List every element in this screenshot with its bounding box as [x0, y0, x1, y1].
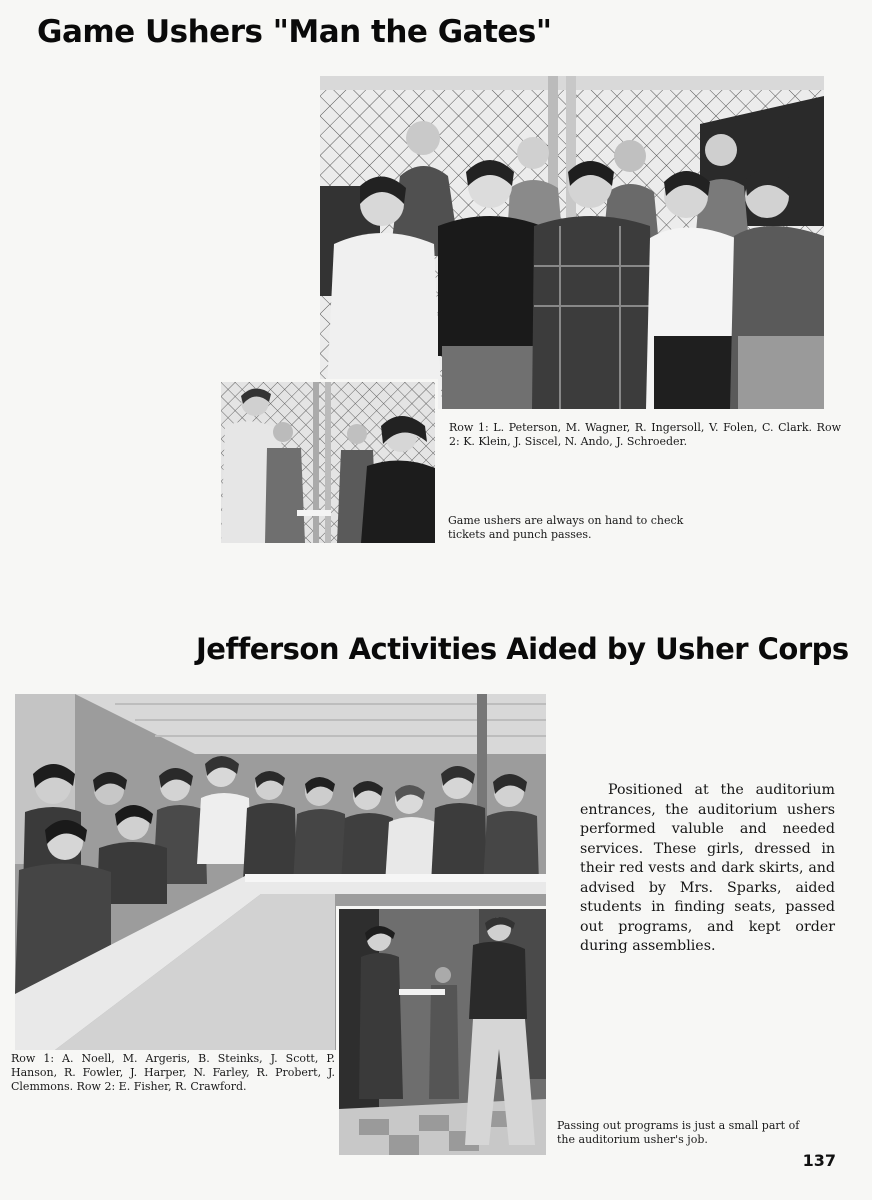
photo-passing-programs: [336, 906, 549, 1158]
caption-game-ushers-names: Row 1: L. Peterson, M. Wagner, R. Ingersoll, V. Folen, C. Clark. Row 2: K. Klein, J. Siscel, N. Ando, J. Schroeder.: [449, 421, 841, 448]
caption-auditorium-ushers-names: Row 1: A. Noell, M. Argeris, B. Steinks, J. Scott, P. Hanson, R. Fowler, J. Harper, N. Farley, R. Probert, J. Clemmons. Row 2: E. Fisher, R. Crawford.: [11, 1052, 335, 1093]
headline-usher-corps: Jefferson Activities Aided by Usher Corps: [196, 632, 849, 666]
caption-programs-photo: Passing out programs is just a small part of the auditorium usher's job.: [557, 1119, 800, 1146]
photo-gate-ticket-check: [218, 379, 438, 546]
headline-game-ushers: Game Ushers "Man the Gates": [37, 14, 552, 50]
page-number: 137: [802, 1151, 836, 1170]
body-text-auditorium-ushers: Positioned at the auditorium entrances, the auditorium ushers performed valuble and needed services. These girls, dressed in their red vests and dark skirts, and advised by Mrs. Sparks, aided students in finding seats, passed out programs, and kept order during assemblies.: [580, 782, 835, 954]
caption-gate-photo: Game ushers are always on hand to check tickets and punch passes.: [448, 514, 684, 541]
photo-game-ushers-group: [320, 76, 824, 409]
